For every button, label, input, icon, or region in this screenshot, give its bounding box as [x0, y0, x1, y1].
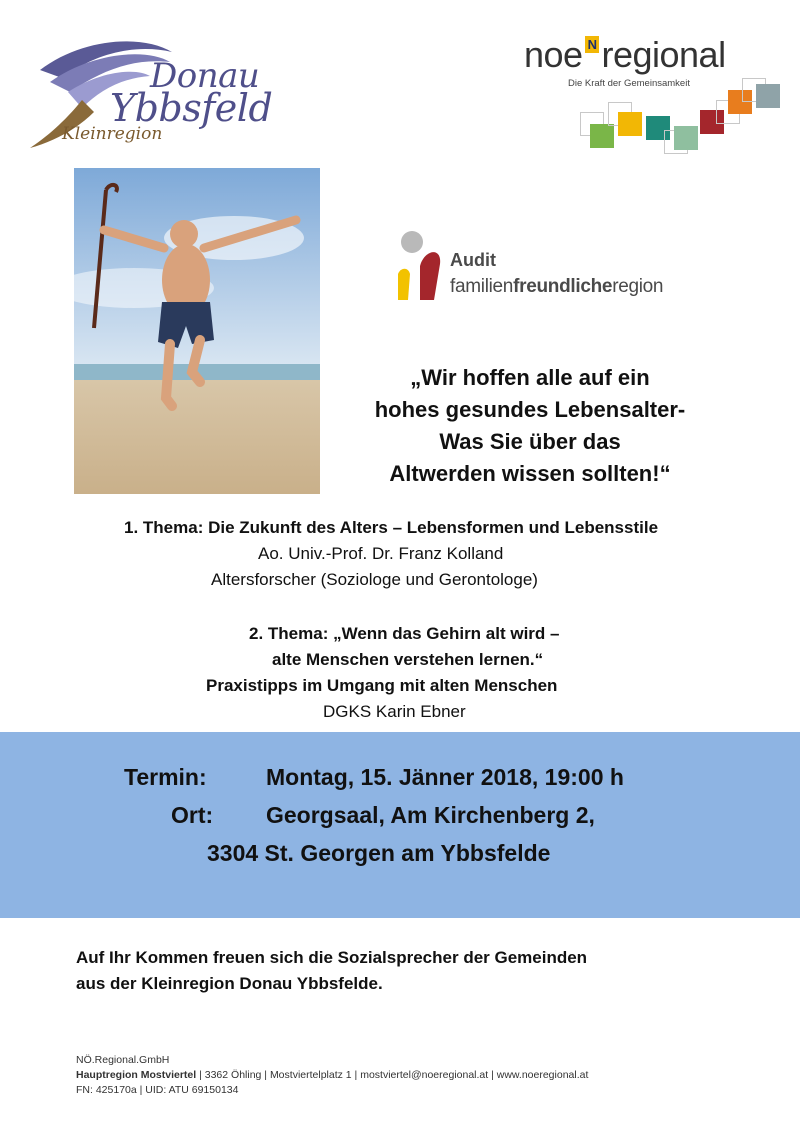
logo-word-donau: Donau — [150, 56, 260, 96]
noe-square — [756, 84, 780, 108]
audit-familienfreundlicheregion-logo — [394, 228, 724, 308]
footer-region: Hauptregion Mostviertel — [76, 1069, 197, 1081]
logo-word-kleinregion: Kleinregion — [62, 124, 163, 144]
footer-registration: FN: 425170a | UID: ATU 69150134 — [76, 1084, 239, 1096]
invitation-line2: aus der Kleinregion Donau Ybbsfelde. — [76, 974, 383, 993]
termin-label: Termin: — [124, 764, 207, 790]
noe-square — [618, 112, 642, 136]
audit-figure-icon — [394, 228, 448, 308]
logo-word-ybbsfeld: Ybbsfeld — [110, 86, 273, 130]
audit-title: Audit — [450, 250, 496, 270]
topic1-role: Altersforscher (Soziologe und Gerontologe) — [211, 570, 538, 589]
topic2-title-line2: alte Menschen verstehen lernen.“ — [272, 650, 544, 669]
photo-illustration — [74, 168, 320, 494]
topic1-speaker: Ao. Univ.-Prof. Dr. Franz Kolland — [258, 544, 504, 563]
headline-line: Was Sie über das — [439, 429, 621, 454]
headline-line: Altwerden wissen sollten!“ — [389, 461, 671, 486]
beach-photo-senior-jumping — [74, 168, 320, 494]
ort-value: Georgsaal, Am Kirchenberg 2, — [266, 802, 595, 828]
footer-contact: | 3362 Öhling | Mostviertelplatz 1 | mostviertel@noeregional.at | www.noeregional.at — [196, 1069, 589, 1081]
topic2-subtitle: Praxistipps im Umgang mit alten Menschen — [206, 676, 558, 695]
headline-line: hohes gesundes Lebensalter- — [374, 397, 686, 422]
noe-regional-wordmark — [524, 34, 726, 76]
noe-slogan: Die Kraft der Gemeinsamkeit — [568, 78, 690, 89]
invitation-line1: Auf Ihr Kommen freuen sich die Sozialsprecher der Gemeinden — [76, 948, 588, 967]
noe-suffix: regional — [601, 34, 726, 75]
audit-subtitle — [450, 276, 663, 298]
ort-label: Ort: — [171, 802, 214, 828]
noe-square — [590, 124, 614, 148]
ort-value-line2: 3304 St. Georgen am Ybbsfelde — [207, 840, 551, 866]
audit-subtitle-bold: freundliche — [513, 276, 613, 297]
topic2-title-line1: 2. Thema: „Wenn das Gehirn alt wird – — [249, 624, 560, 643]
footer-company: NÖ.Regional.GmbH — [76, 1054, 170, 1066]
noe-flag-icon: N — [585, 36, 600, 53]
headline-line: „Wir hoffen alle auf ein — [410, 365, 650, 390]
audit-subtitle-part-a: familien — [450, 276, 514, 297]
termin-value: Montag, 15. Jänner 2018, 19:00 h — [266, 764, 624, 790]
headline — [330, 362, 730, 490]
topic1-title: 1. Thema: Die Zukunft des Alters – Lebensformen und Lebensstile — [124, 518, 659, 537]
donau-ybbsfeld-logo — [22, 30, 282, 160]
noe-square — [674, 126, 698, 150]
topic2-speaker: DGKS Karin Ebner — [323, 702, 466, 721]
event-details-band — [0, 732, 800, 918]
noe-prefix: noe — [524, 34, 583, 75]
footer-address — [76, 1069, 588, 1081]
audit-subtitle-part-b: region — [612, 276, 664, 297]
noe-regional-logo — [520, 30, 790, 160]
